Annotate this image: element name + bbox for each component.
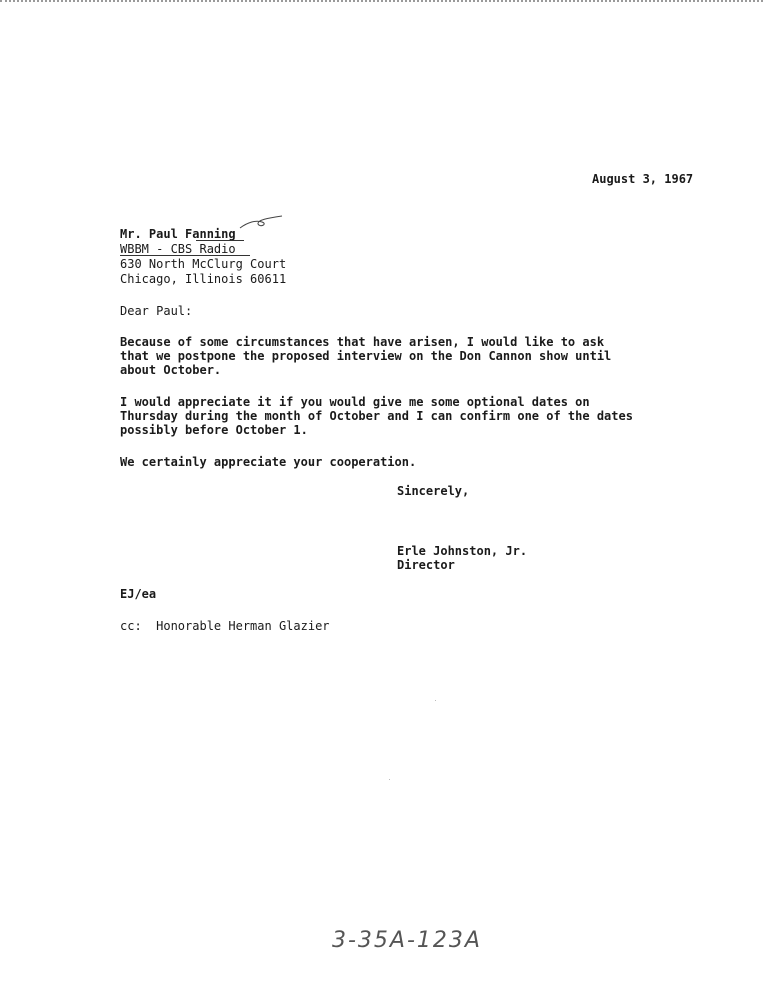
typist-initials: EJ/ea (120, 587, 157, 601)
letter-date: August 3, 1967 (592, 172, 694, 186)
paper-speck (435, 700, 436, 701)
salutation: Dear Paul: (120, 304, 193, 318)
closing: Sincerely, (397, 484, 470, 498)
signer-title: Director (397, 558, 455, 572)
file-number: 3-35A-123A (332, 928, 482, 953)
body-paragraph-1-line-1: Because of some circumstances that have arisen, I would like to ask (120, 335, 605, 349)
body-paragraph-2-line-1: I would appreciate it if you would give me some optional dates on (120, 395, 590, 409)
recipient-city: Chicago, Illinois 60611 (120, 272, 287, 286)
recipient-name: Mr. Paul Fanning (120, 227, 236, 241)
recipient-street: 630 North McClurg Court (120, 257, 287, 271)
recipient-name-underline (196, 240, 244, 241)
body-paragraph-2-line-3: possibly before October 1. (120, 423, 308, 437)
carbon-copy: cc: Honorable Herman Glazier (120, 619, 330, 633)
body-paragraph-1-line-3: about October. (120, 363, 222, 377)
body-paragraph-2-line-2: Thursday during the month of October and I can confirm one of the dates (120, 409, 633, 423)
signer-name: Erle Johnston, Jr. (397, 544, 528, 558)
pen-mark-icon (238, 212, 284, 232)
organization-underline (120, 255, 250, 256)
paper-speck (389, 779, 390, 780)
body-paragraph-1-line-2: that we postpone the proposed interview on the Don Cannon show until (120, 349, 612, 363)
recipient-organization: WBBM - CBS Radio (120, 242, 236, 256)
body-paragraph-3: We certainly appreciate your cooperation. (120, 455, 417, 469)
